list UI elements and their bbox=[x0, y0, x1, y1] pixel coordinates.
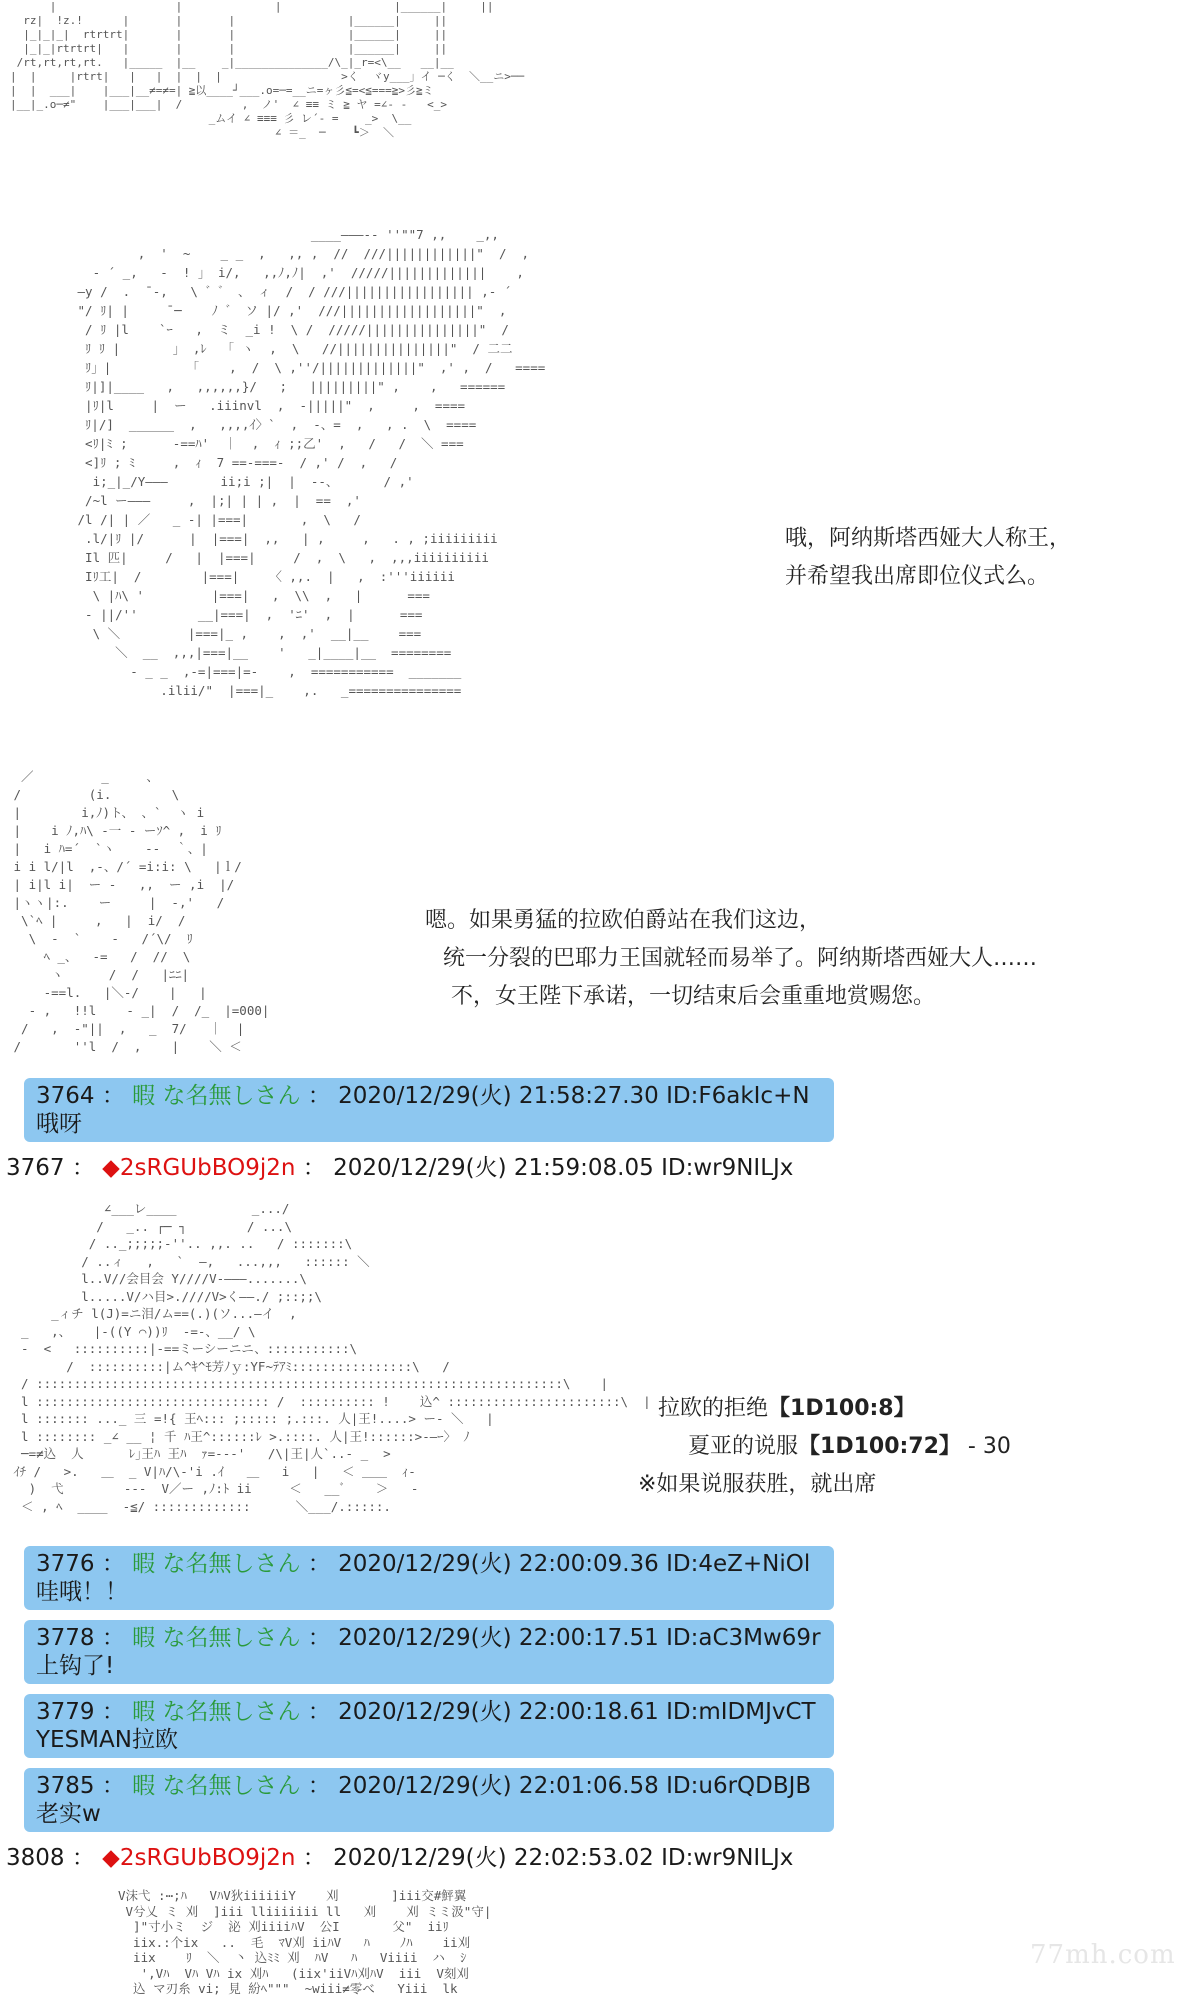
separator: ： bbox=[71, 1845, 95, 1871]
roll-note: ※如果说服获胜，就出席 bbox=[638, 1472, 877, 1497]
post-body: 哇哦！！ bbox=[36, 1579, 128, 1605]
separator: ： bbox=[101, 1625, 125, 1651]
thread-post bbox=[24, 1620, 834, 1684]
post-header bbox=[36, 1772, 822, 1800]
separator: ： bbox=[302, 1155, 326, 1181]
post-number[interactable]: 3776 bbox=[36, 1551, 95, 1577]
separator: ： bbox=[307, 1773, 331, 1799]
post-body: 老实w bbox=[36, 1801, 101, 1827]
post-header bbox=[36, 1082, 822, 1110]
separator: ： bbox=[307, 1083, 331, 1109]
post-number[interactable]: 3785 bbox=[36, 1773, 95, 1799]
post-meta: 2020/12/29(火) 21:58:27.30 ID:F6akIc+N bbox=[338, 1083, 810, 1109]
thread-post bbox=[24, 1078, 834, 1142]
scene-queen-ascii-art: ____―――‐‐ ''""7 ,, _,, , ' ~ _ _ , ,, , // ///||||||||||||" / , ‐ ´ _, - ! 」 i/, ,,ﾉ,ﾉ| ,' /////||||||||||||| , ―y / . ̄ -, \ ゛゛ 、 ィ / / ///||||||||||||||||| ,‐ ´ "/ ﾘ| | ̄ ─ ﾉ ゛ ソ |/ ,' ///||||||||||||||||||" , / ﾘ |l `ｰ , ミ _i ! \ / /////|||||||||||||||" / ﾘ ﾘ | 」 ,ﾚ 「 ヽ , \ //|||||||||||||||" / 二二 ﾘ」| 「 , / \ ,''/|||||||||||||" ,' , / ==== ﾘ|]|____ , ,,,,,,}/ ; |||||||||" , , ====== |ﾘ|l | ー .iiinvl , ‐|||||" , , ==== ﾘ|/] ______ , ,,,,ｲ〉` , ‐、= , , . \ ==== <ﾘ|ﾐ ; ‐==ﾊ' ｜ , ｨ ;;乙' , / / ＼ === <]ﾘ ; ﾐ , ｨ 7 ==-===- / ,' / , / i;_|_/Y――― ii;i ;| | ‐-、 / ,' /~l ー――― , |;| | | , | == ,' /l /| | ／ _ ‐| |===| , \ / .l/|ﾘ |/ | |===| ,, | , , . , ;iiiiiiiii Il 匹| / | |===| / , \ , ,,,iiiiiiiiii Iﾘ工| / |===| 〈 ,,. | , :'''iiiiii \ |ﾊ\ ' |===| , \\ , | === ‐ ||/'' __|===| , 'ﾆ' , | === \ ＼ |===|_ , , ,' __|__ === ＼ __ ,,,|===|__ ' _|____|__ ======== ‐ _ _ ,-=|===|=- , =========== _______ .ilii/" |===|_ ,. _=============== bbox=[77, 227, 546, 698]
post-meta: 2020/12/29(火) 22:00:18.61 ID:mIDMJvCT bbox=[338, 1699, 816, 1725]
post-body: YESMAN拉欧 bbox=[36, 1727, 178, 1753]
post-meta: 2020/12/29(火) 22:02:53.02 ID:wr9NILJx bbox=[333, 1845, 794, 1871]
scene-top-ascii-art: | | | |______| || rz| !z.! | | | |______| || |_|_|_| rtrtrt| | | |______| || |_|_|rtrtrt| | | | |______| || /rt,rt,rt,rt. |_____ |__ _|______________/\_|_r=<\__ __|__ | | |rtrt| | | | | | >く ヾy___」イ ─く ＼__ニ>── | | ___| |___|__≠=≠=| ≧以____┘___.o=─=__ニ=ヶ彡≦=<≦===≧>彡≧ミ |__|_.o─≠" |___|___| / , ノ' ∠ ≡≡ ミ ≧ ヤ =∠‐ ‐ <_> _ムイ ∠ ≡≡≡ 彡 レ´‐ = _> \__ ∠ ＝_ ─ ┗＞ ＼ bbox=[10, 0, 525, 139]
op-post-header bbox=[6, 1154, 793, 1182]
poster-name: 暇 な名無しさん bbox=[132, 1773, 301, 1799]
thread-post bbox=[24, 1694, 834, 1758]
poster-name: 暇 な名無しさん bbox=[132, 1625, 301, 1651]
post-number[interactable]: 3778 bbox=[36, 1625, 95, 1651]
roll-modifier: - 30 bbox=[960, 1434, 1011, 1459]
separator: ： bbox=[307, 1625, 331, 1651]
separator: ： bbox=[101, 1551, 125, 1577]
op-tripcode: ◆2sRGUbBO9j2n bbox=[102, 1155, 296, 1181]
separator: ： bbox=[307, 1551, 331, 1577]
dialog-line: 并希望我出席即位仪式么。 bbox=[785, 564, 1050, 589]
post-meta: 2020/12/29(火) 22:01:06.58 ID:u6rQDBJB bbox=[338, 1773, 812, 1799]
post-number[interactable]: 3808 bbox=[6, 1845, 65, 1871]
post-header bbox=[36, 1698, 822, 1726]
bottom-ascii-art: V沫弋 :⋯;ﾊ VﾊV狄iiiiiiY 刈 ]iii交#鮃翼 V兮乂 ミ 刈 ]iii lliiiiiii ll 刈 刈 ミミ汲"守| ]"寸小ミ ジ 泌 刈iiiiﾊV 公I 父" iiﾘ iix.:个ix .. 毛 ﾏV刈 iiﾊV ﾊ ﾉﾊ ii刈 iix ﾘ ＼ 丶 込ﾐﾐ 刈 ﾊV ﾊ Viiii ハ ｼ ',Vﾊ Vﾊ Vﾊ ix 刈ﾊ (iix'iiVﾊ刈ﾊV iii V刻刈 込 マ刃糸 vi; 見 紛ﾍ""" ~wiii≠零べ Yiii lk bbox=[118, 1888, 492, 1996]
post-meta: 2020/12/29(火) 22:00:17.51 ID:aC3Mw69r bbox=[338, 1625, 821, 1651]
post-header bbox=[36, 1550, 822, 1578]
post-meta: 2020/12/29(火) 22:00:09.36 ID:4eZ+NiOl bbox=[338, 1551, 811, 1577]
post-header bbox=[36, 1624, 822, 1652]
roll-label: 夏亚的说服 bbox=[688, 1434, 799, 1459]
portrait-ascii-art: ／ _ 、 / (i. \ | i,ﾉ)ト、 、` ヽ i | i ﾉ,ﾊ\ ‐一 - ーｿ^ , i ﾘ | i ﾊ=´ `ヽ ‐‐ ｀、| i i l/|l ,‐、/´ =i:i: \ |ｌ/ | i|l i| ー ‐ ,, ー ,i |/ |ヽヽ|:. ー | ‐,' / \`ﾍ | , | i/ / \ ‐ ` - /´\/ ﾘ ﾍ _、 ‐= / // \ ヽ / / |ﾆﾆ| -==l. |＼‐/ | | ‐ , !!l ‐ _| / /_ |=000| / , ‐"|| , _ 7/ ｜ | / ''l / , | ＼ ＜ bbox=[13, 769, 270, 1054]
op-post-header bbox=[6, 1844, 793, 1872]
post-meta: 2020/12/29(火) 21:59:08.05 ID:wr9NILJx bbox=[333, 1155, 794, 1181]
thread-post bbox=[24, 1768, 834, 1832]
thread-post bbox=[24, 1546, 834, 1610]
roll-line-refusal bbox=[658, 1390, 1011, 1428]
roll-result: 【1D100:8】 bbox=[768, 1396, 916, 1421]
dialog-queen bbox=[785, 520, 1071, 596]
post-body: 哦呀 bbox=[36, 1111, 82, 1137]
poster-name: 暇 な名無しさん bbox=[132, 1699, 301, 1725]
roll-line-persuasion bbox=[658, 1428, 1011, 1466]
poster-name: 暇 な名無しさん bbox=[132, 1551, 301, 1577]
dialog-line: 统一分裂的巴耶力王国就轻而易举了。阿纳斯塔西娅大人…… bbox=[443, 946, 1038, 971]
dice-roll-block bbox=[638, 1390, 1011, 1504]
roll-label: 拉欧的拒绝 bbox=[658, 1396, 769, 1421]
dialog-portrait bbox=[425, 902, 1037, 1016]
post-number[interactable]: 3779 bbox=[36, 1699, 95, 1725]
op-tripcode: ◆2sRGUbBO9j2n bbox=[102, 1845, 296, 1871]
dialog-line: 不，女王陛下承诺，一切结束后会重重地赏赐您。 bbox=[451, 984, 936, 1009]
dialog-line: 哦，阿纳斯塔西娅大人称王， bbox=[785, 526, 1072, 551]
post-number[interactable]: 3764 bbox=[36, 1083, 95, 1109]
separator: ： bbox=[307, 1699, 331, 1725]
post-body: 上钩了! bbox=[36, 1653, 115, 1679]
site-watermark: 77mh.com bbox=[1030, 1940, 1176, 1970]
separator: ： bbox=[71, 1155, 95, 1181]
separator: ： bbox=[302, 1845, 326, 1871]
post-number[interactable]: 3767 bbox=[6, 1155, 65, 1181]
separator: ： bbox=[101, 1699, 125, 1725]
separator: ： bbox=[101, 1773, 125, 1799]
poster-name: 暇 な名無しさん bbox=[132, 1083, 301, 1109]
monarch-ascii-art: ∠___レ____ _.../ / _.. ┌─ ┐ / ...\ / .._;;;;;-''.. ,,. .. / :::::::\ / ..ィ , ` ―, ...,,, :::::: ＼ l..V//会目会 Y////V-―――.......\ l.....V/ハ目>.////V>く――./ ;::;;\ _ィチ l(J)=ニ泪/ム==(.)(ソ...―イ , _ ,、 |‐((Y ⌒))ﾘ -=-、__/ \ ‐ < ::::::::::|‐==ミーシーニニ、:::::::::::\ / ::::::::::|ム^ｷ^ﾓ芳ﾉｙ:YF~ﾃｱﾐ::::::::::::::::\ / / ::::::::::::::::::::::::::::::::::::::::::::::::::::::::::::::::::::::\ | l ::::::::::::::::::::::::::::::: / :::::::::: ! 込^ :::::::::::::::::::::::\ | l ::::::: ..._ 三 =!{ 王ﾍ::: ;::::: ;.:::. 人|王!....> ー‐ ＼ | l :::::::: _∠ __ ¦ 千 ﾊ王^::::::ﾚ >.::::. 人|王!::::::>-―ｰ〉 ﾉ ─=≠込 人 ﾚ｣王ﾊ 王ﾊ ｧ=--‐' /\|王|人`..‐ _ > ｲﾁ / >. ＿ _ V|ﾊ/\-'i .ｲ ＿ i | ＜ ＿＿ ｨ- ) 弋 --- V／ー ,ﾉ:ﾄ ii ＜ __ﾞ ＞ - ＜ , ﾍ ____ ‐≦/ ::::::::::::: ＼___/.:::::. bbox=[13, 1201, 651, 1514]
separator: ： bbox=[101, 1083, 125, 1109]
dialog-line: 嗯。如果勇猛的拉欧伯爵站在我们这边， bbox=[425, 908, 822, 933]
roll-result: 【1D100:72】 bbox=[798, 1434, 961, 1459]
